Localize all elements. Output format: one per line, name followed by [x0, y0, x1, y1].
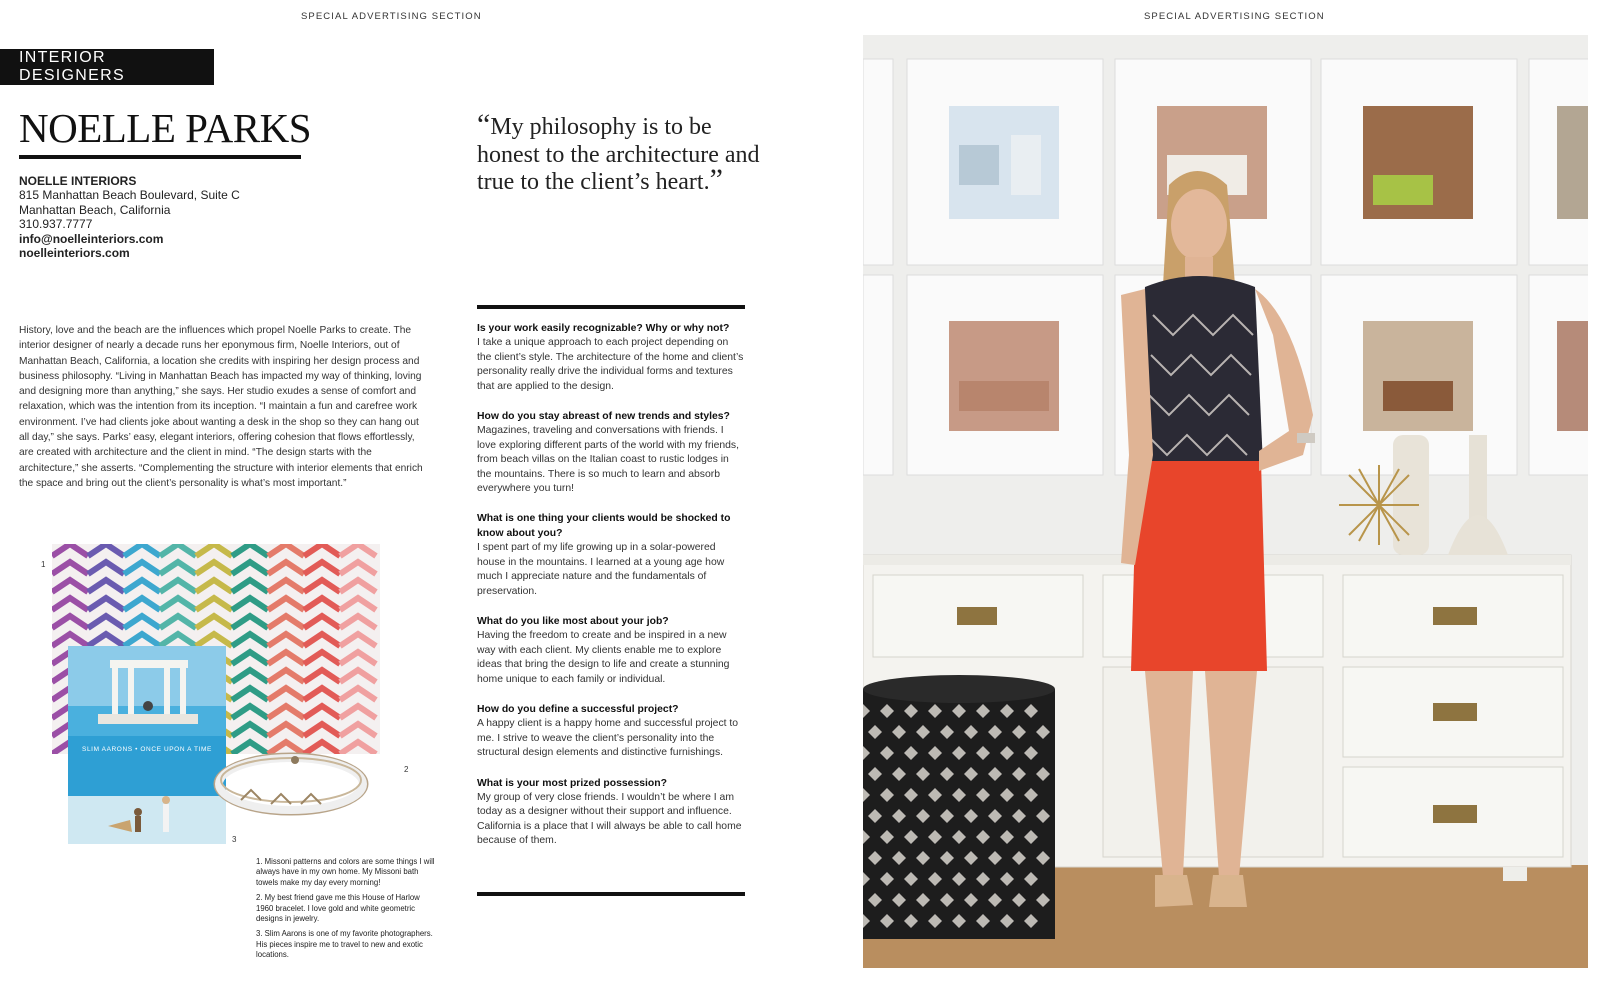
- email-link[interactable]: info@noelleinteriors.com: [19, 231, 164, 246]
- portrait-scene: [863, 35, 1588, 968]
- qa-question: What do you like most about your job?: [477, 615, 669, 627]
- firm-name: NOELLE INTERIORS: [19, 174, 137, 188]
- open-quote-mark: “: [477, 108, 491, 141]
- contact-block: [19, 174, 240, 260]
- qa-item: [477, 410, 745, 496]
- website-link[interactable]: noelleinteriors.com: [19, 246, 130, 261]
- qa-question: How do you stay abreast of new trends and styles?: [477, 411, 730, 423]
- qa-item: [477, 322, 745, 394]
- collage-number-3: 3: [232, 835, 237, 844]
- qa-answer: I spent part of my life growing up in a solar-powered house in the mountains. I learned at a young age how much I appreciate nature and the fundamentals of preservation.: [477, 542, 725, 597]
- patterned-ottoman: [863, 675, 1055, 939]
- header-label-right: SPECIAL ADVERTISING SECTION: [1144, 11, 1325, 22]
- section-tag-label: INTERIOR DESIGNERS: [19, 49, 125, 84]
- qa-top-rule: [477, 305, 745, 309]
- qa-question: Is your work easily recognizable? Why or why not?: [477, 323, 730, 334]
- name-underline: [19, 155, 301, 159]
- collage-number-2: 2: [404, 765, 409, 774]
- collage-number-1: 1: [41, 560, 46, 569]
- qa-answer: My group of very close friends. I wouldn’t be where I am today as a designer without their support and influence. California is a place that I will always be able to call home because of them.: [477, 791, 742, 847]
- caption-2: 2. My best friend gave me this House of Harlow 1960 bracelet. I love gold and white geometric designs in jewelry.: [256, 893, 420, 924]
- close-quote-mark: ”: [709, 163, 723, 196]
- captions: [256, 857, 436, 966]
- qa-answer: A happy client is a happy home and successful project to me. I strive to weave the client’s personality into the structural design elements and distinctive furnishings.: [477, 718, 739, 759]
- qa-question: How do you define a successful project?: [477, 703, 679, 715]
- address-line-1: 815 Manhattan Beach Boulevard, Suite C: [19, 188, 240, 203]
- phone-number: 310.937.7777: [19, 217, 93, 232]
- address-line-2: Manhattan Beach, California: [19, 202, 171, 217]
- caption-1: 1. Missoni patterns and colors are some things I will always have in my own home. My Missoni bath towels make my day every morning!: [256, 857, 435, 887]
- caption-3: 3. Slim Aarons is one of my favorite photographers. His pieces inspire me to travel to new and exotic locations.: [256, 929, 433, 960]
- qa-answer: Having the freedom to create and be inspired in a new way with each client. My clients enable me to explore ideas that bring the design to life and create a stunning home unique to each family or individual.: [477, 630, 730, 685]
- gold-starburst: [1339, 465, 1419, 545]
- bracelet-image: [211, 740, 371, 820]
- header-label-left: SPECIAL ADVERTISING SECTION: [301, 11, 482, 22]
- slim-aarons-book-image: [68, 646, 226, 844]
- section-tag: [0, 49, 214, 85]
- product-collage: [36, 538, 426, 858]
- qa-item: [477, 777, 745, 849]
- book-title: SLIM AARONS • ONCE UPON A TIME: [82, 746, 212, 753]
- qa-question: What is your most prized possession?: [477, 777, 667, 789]
- qa-answer: Magazines, traveling and conversations with friends. I love exploring different parts of the world with my friends, from beach villas on the Italian coast to rustic lodges in the mountains. There is so much to learn and absorb everywhere you turn!: [477, 425, 740, 495]
- intro-paragraph: History, love and the beach are the influences which propel Noelle Parks to create. The interior designer of nearly a decade runs her eponymous firm, Noelle Interiors, out of Manhattan Beach, California, a location she credits with inspiring her design process and business philosophy. “Living in Manhattan Beach has impacted my way of thinking, loving and designing more than anything,” she says. Her studio exudes a sense of comfort and relaxation, which was the intention from its inception. “I maintain a fun and carefree work environment. I’ve had clients joke about wanting a desk in the shop so they can hang out all day,” she says. Parks’ easy, elegant interiors, offering cohesion that flows effortlessly, are created with architecture and the client in mind. “The design starts with the architecture,” she asserts. “Complementing the structure with interior elements that enrich the space and bring out the client’s personality is what’s most important.”: [19, 325, 423, 489]
- qa-section: [477, 322, 745, 865]
- portrait-photo: [863, 35, 1588, 968]
- designer-name: NOELLE PARKS: [19, 105, 312, 151]
- qa-answer: I take a unique approach to each project depending on the client’s style. The architecture of the home and client’s personality really drive the individual forms and textures that are applied to the design.: [477, 337, 744, 392]
- qa-item: [477, 615, 745, 687]
- qa-item: [477, 703, 745, 761]
- qa-bottom-rule: [477, 892, 745, 896]
- pull-quote-text: My philosophy is to be honest to the architecture and true to the client’s heart.: [477, 114, 760, 195]
- qa-item: [477, 512, 745, 598]
- pull-quote: [477, 108, 777, 197]
- qa-question: What is one thing your clients would be shocked to know about you?: [477, 513, 731, 539]
